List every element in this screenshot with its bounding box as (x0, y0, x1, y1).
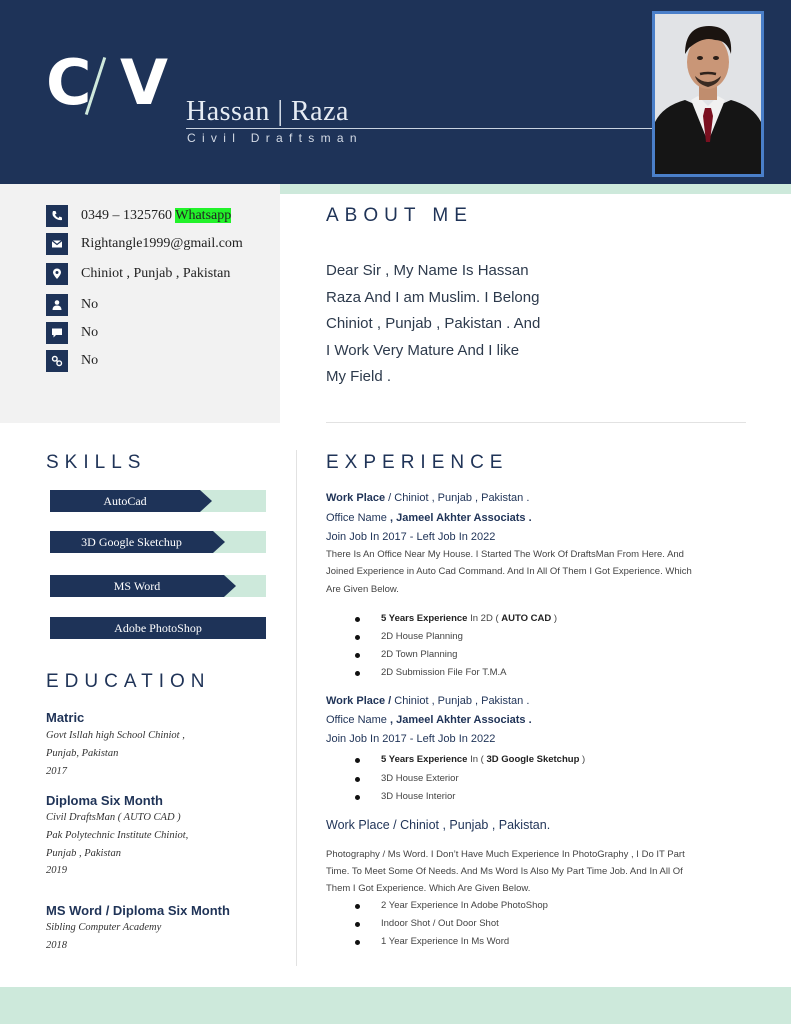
email-address: Rightangle1999@gmail.com (81, 236, 243, 251)
office-line: Office Name , Jameel Akhter Associats . (326, 714, 532, 726)
title-divider (186, 128, 654, 129)
education-title: Diploma Six Month (46, 793, 163, 808)
phone-number: 0349 – 1325760 (81, 208, 172, 223)
experience-description: There Is An Office Near My House. I Started The Work Of DraftsMan From Here. And (326, 549, 684, 560)
section-divider (326, 422, 746, 423)
user-icon (46, 294, 68, 316)
contact-item-6-text: No (81, 353, 99, 368)
education-year: 2018 (46, 940, 67, 951)
chat-icon (46, 322, 68, 344)
about-line: Dear Sir , My Name Is Hassan (326, 262, 529, 279)
about-line: My Field . (326, 368, 392, 385)
job-dates: Join Job In 2017 - Left Job In 2022 (326, 733, 496, 745)
logo-letter-v: V (120, 46, 170, 119)
contact-email (46, 233, 276, 255)
workplace-line: Work Place / Chiniot , Punjab , Pakistan. (326, 818, 551, 832)
accent-strip-bottom (0, 987, 791, 1024)
skill-label: 3D Google Sketchup (81, 535, 182, 549)
skill-bar-autocad (50, 490, 266, 512)
contact-item-4-text: No (81, 297, 99, 312)
workplace-line: Work Place / Chiniot , Punjab , Pakistan . (326, 695, 530, 707)
contact-item-5-text: No (81, 325, 99, 340)
experience-bullet: 2D Submission File For T.M.A (381, 667, 507, 678)
email-icon (46, 233, 68, 255)
candidate-name: Hassan | Raza (186, 96, 349, 127)
location-pin-icon (46, 263, 68, 285)
experience-heading: EXPERIENCE (326, 452, 509, 473)
education-detail: Govt Isllah high School Chiniot , (46, 730, 185, 741)
education-detail: Punjab, Pakistan (46, 748, 119, 759)
skill-bar-photoshop (50, 617, 266, 639)
education-detail: Punjab , Pakistan (46, 848, 121, 859)
profile-photo (652, 11, 764, 177)
column-divider (296, 450, 297, 966)
job-title: Civil Draftsman (187, 131, 363, 145)
education-year: 2017 (46, 766, 67, 777)
education-title: Matric (46, 710, 85, 725)
about-text (326, 258, 586, 391)
education-heading: EDUCATION (46, 671, 211, 692)
contact-item-6 (46, 350, 276, 372)
skill-label: MS Word (113, 579, 161, 593)
about-line: Chiniot , Punjab , Pakistan . And (326, 315, 541, 332)
contact-location (46, 263, 276, 285)
experience-description: Are Given Below. (326, 584, 399, 595)
experience-bullet: 2D House Planning (381, 631, 463, 642)
experience-description: Joined Experience in Auto Cad Command. And In All Of Them I Got Experience. Which (326, 566, 692, 577)
experience-bullet: Indoor Shot / Out Door Shot (381, 918, 499, 929)
whatsapp-tag: Whatsapp (175, 208, 232, 223)
contact-item-5 (46, 322, 276, 344)
experience-bullet: 1 Year Experience In Ms Word (381, 936, 510, 947)
logo-letter-c: C (46, 46, 94, 119)
experience-description: Time. To Meet Some Of Needs. And Ms Word Is Also My Part Time Job. And In All Of (326, 866, 683, 877)
skill-bar-msword (50, 575, 266, 597)
office-line: Office Name , Jameel Akhter Associats . (326, 512, 532, 524)
header-banner (0, 0, 791, 184)
contact-phone (46, 205, 276, 227)
skill-bar-sketchup (50, 531, 266, 553)
education-title: MS Word / Diploma Six Month (46, 903, 230, 918)
experience-bullet: 5 Years Experience In ( 3D Google Sketchup ) (381, 754, 586, 765)
phone-icon (46, 205, 68, 227)
experience-bullet: 5 Years Experience In 2D ( AUTO CAD ) (381, 613, 558, 624)
location-text: Chiniot , Punjab , Pakistan (81, 266, 231, 281)
skill-label: AutoCad (103, 494, 147, 508)
job-dates: Join Job In 2017 - Left Job In 2022 (326, 531, 496, 543)
experience-bullet: 2D Town Planning (381, 649, 458, 660)
education-year: 2019 (46, 865, 67, 876)
about-line: I Work Very Mature And I like (326, 341, 520, 359)
education-detail: Civil DraftsMan ( AUTO CAD ) (46, 812, 181, 823)
skill-label: Adobe PhotoShop (114, 621, 202, 635)
experience-bullet: 3D House Exterior (381, 773, 459, 784)
education-detail: Pak Polytechnic Institute Chiniot, (46, 830, 189, 841)
portrait-illustration (655, 14, 761, 174)
experience-bullet: 3D House Interior (381, 791, 456, 802)
education-detail: Sibling Computer Academy (46, 922, 162, 933)
about-line: Raza And I am Muslim. I Belong (326, 288, 540, 306)
contact-item-4 (46, 294, 276, 316)
experience-description: Them I Got Experience. Which Are Given Below. (326, 883, 531, 894)
link-icon (46, 350, 68, 372)
about-heading: ABOUT ME (326, 205, 473, 226)
workplace-line: Work Place / Chiniot , Punjab , Pakistan . (326, 492, 530, 504)
skills-heading: SKILLS (46, 452, 147, 473)
experience-bullet: 2 Year Experience In Adobe PhotoShop (381, 900, 548, 911)
accent-strip-top (280, 184, 791, 194)
experience-description: Photography / Ms Word. I Don’t Have Much Experience In PhotoGraphy , I Do IT Part (326, 849, 685, 860)
